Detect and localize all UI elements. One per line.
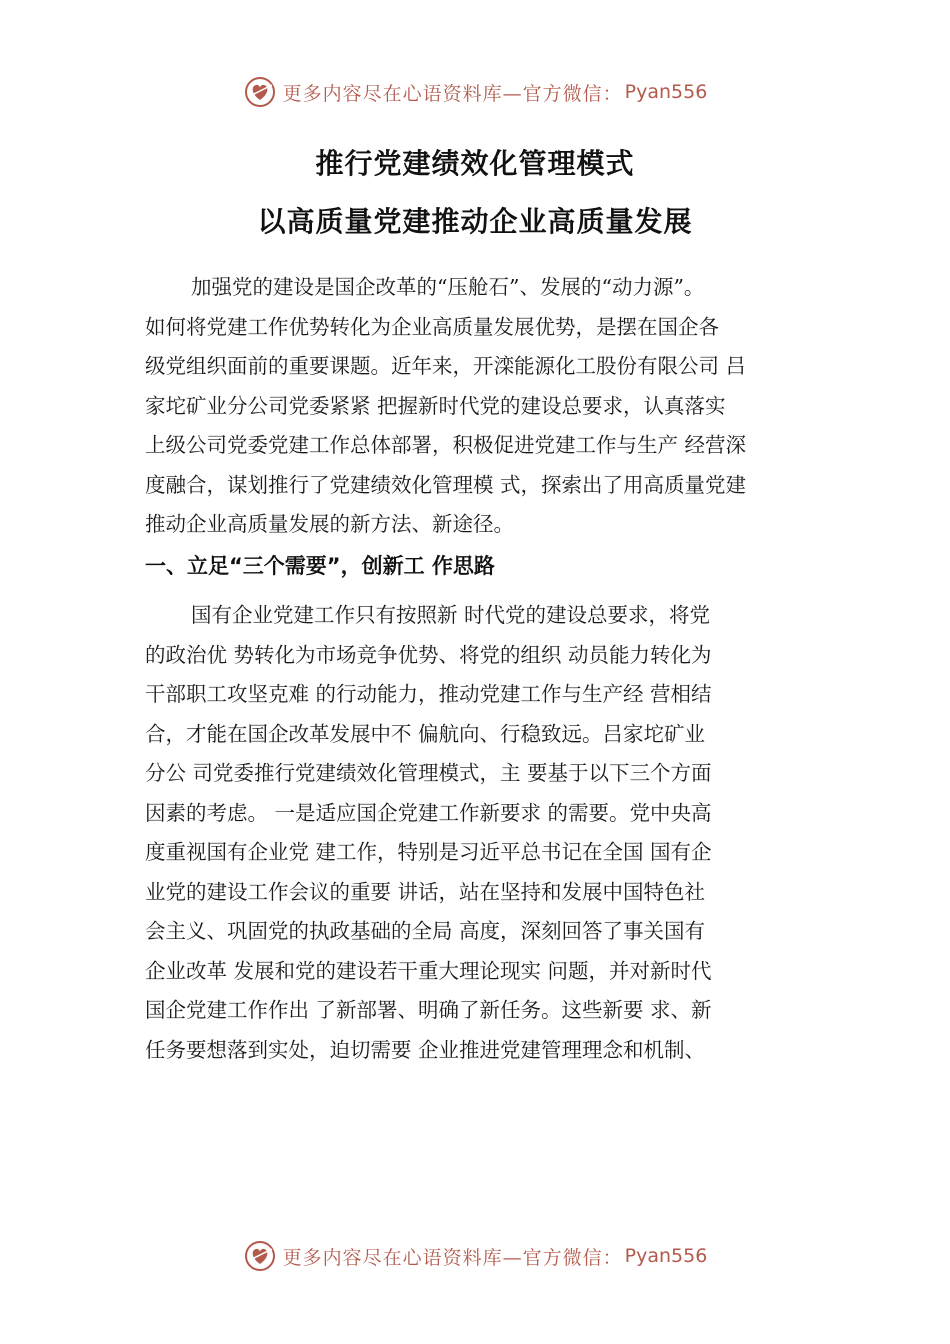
banner-text: 更多内容尽在心语资料库—官方微信： [282, 1246, 623, 1269]
intro-paragraph [145, 268, 835, 545]
wechat-id: Pyan556 [624, 81, 708, 103]
paragraph-line: 干部职工攻坚克难 的行动能力，推动党建工作与生产经 营相结 [145, 682, 712, 706]
heart-logo-icon [243, 1239, 277, 1273]
paragraph-line: 如何将党建工作优势转化为企业高质量发展优势，是摆在国企各 [145, 314, 719, 339]
paragraph-line: 的政治优 势转化为市场竞争优势、将党的组织 动员能力转化为 [145, 642, 712, 667]
banner-text: 更多内容尽在心语资料库—官方微信： [282, 82, 623, 105]
paragraph-line: 度融合，谋划推行了党建绩效化管理模 式，探索出了用高质量党建 [145, 472, 747, 497]
paragraph-line: 级党组织面前的重要课题。近年来，开滦能源化工股份有限公司 吕 [145, 354, 747, 378]
paragraph-line: 度重视国有企业党 建工作，特别是习近平总书记在全国 国有企 [145, 840, 712, 864]
paragraph-line: 家坨矿业分公司党委紧紧 把握新时代党的建设总要求，认真落实 [145, 393, 726, 418]
document-title-line2: 以高质量党建推动企业高质量发展 [257, 205, 693, 238]
paragraph-line: 推动企业高质量发展的新方法、新途径。 [145, 512, 514, 536]
section-heading: 一、立足“三个需要”，创新工 作思路 [145, 554, 495, 578]
section1-paragraph [145, 596, 835, 1070]
paragraph-line: 业党的建设工作会议的重要 讲话，站在坚持和发展中国特色社 [145, 879, 706, 904]
paragraph-line: 因素的考虑。 一是适应国企党建工作新要求 的需要。党中央高 [145, 800, 712, 825]
paragraph-line: 企业改革 发展和党的建设若干重大理论现实 问题，并对新时代 [145, 958, 712, 983]
paragraph-line: 国企党建工作作出 了新部署、明确了新任务。这些新要 求、新 [145, 998, 712, 1022]
paragraph-line: 合，才能在国企改革发展中不 偏航向、行稳致远。吕家坨矿业 [145, 721, 706, 746]
paragraph-line: 国有企业党建工作只有按照新 时代党的建设总要求，将党 [191, 603, 711, 627]
heart-logo-icon [243, 75, 277, 109]
footer-watermark-banner [0, 1236, 950, 1276]
paragraph-line: 会主义、巩固党的执政基础的全局 高度，深刻回答了事关国有 [145, 919, 706, 943]
paragraph-line: 任务要想落到实处，迫切需要 企业推进党建管理理念和机制、 [145, 1037, 706, 1062]
paragraph-line: 加强党的建设是国企改革的“压舱石”、发展的“动力源”。 [191, 275, 705, 299]
header-watermark-banner [0, 72, 950, 112]
wechat-id: Pyan556 [624, 1245, 708, 1267]
document-title-line1: 推行党建绩效化管理模式 [315, 147, 635, 180]
paragraph-line: 上级公司党委党建工作总体部署，积极促进党建工作与生产 经营深 [145, 433, 747, 457]
paragraph-line: 分公 司党委推行党建绩效化管理模式，主 要基于以下三个方面 [145, 761, 712, 785]
